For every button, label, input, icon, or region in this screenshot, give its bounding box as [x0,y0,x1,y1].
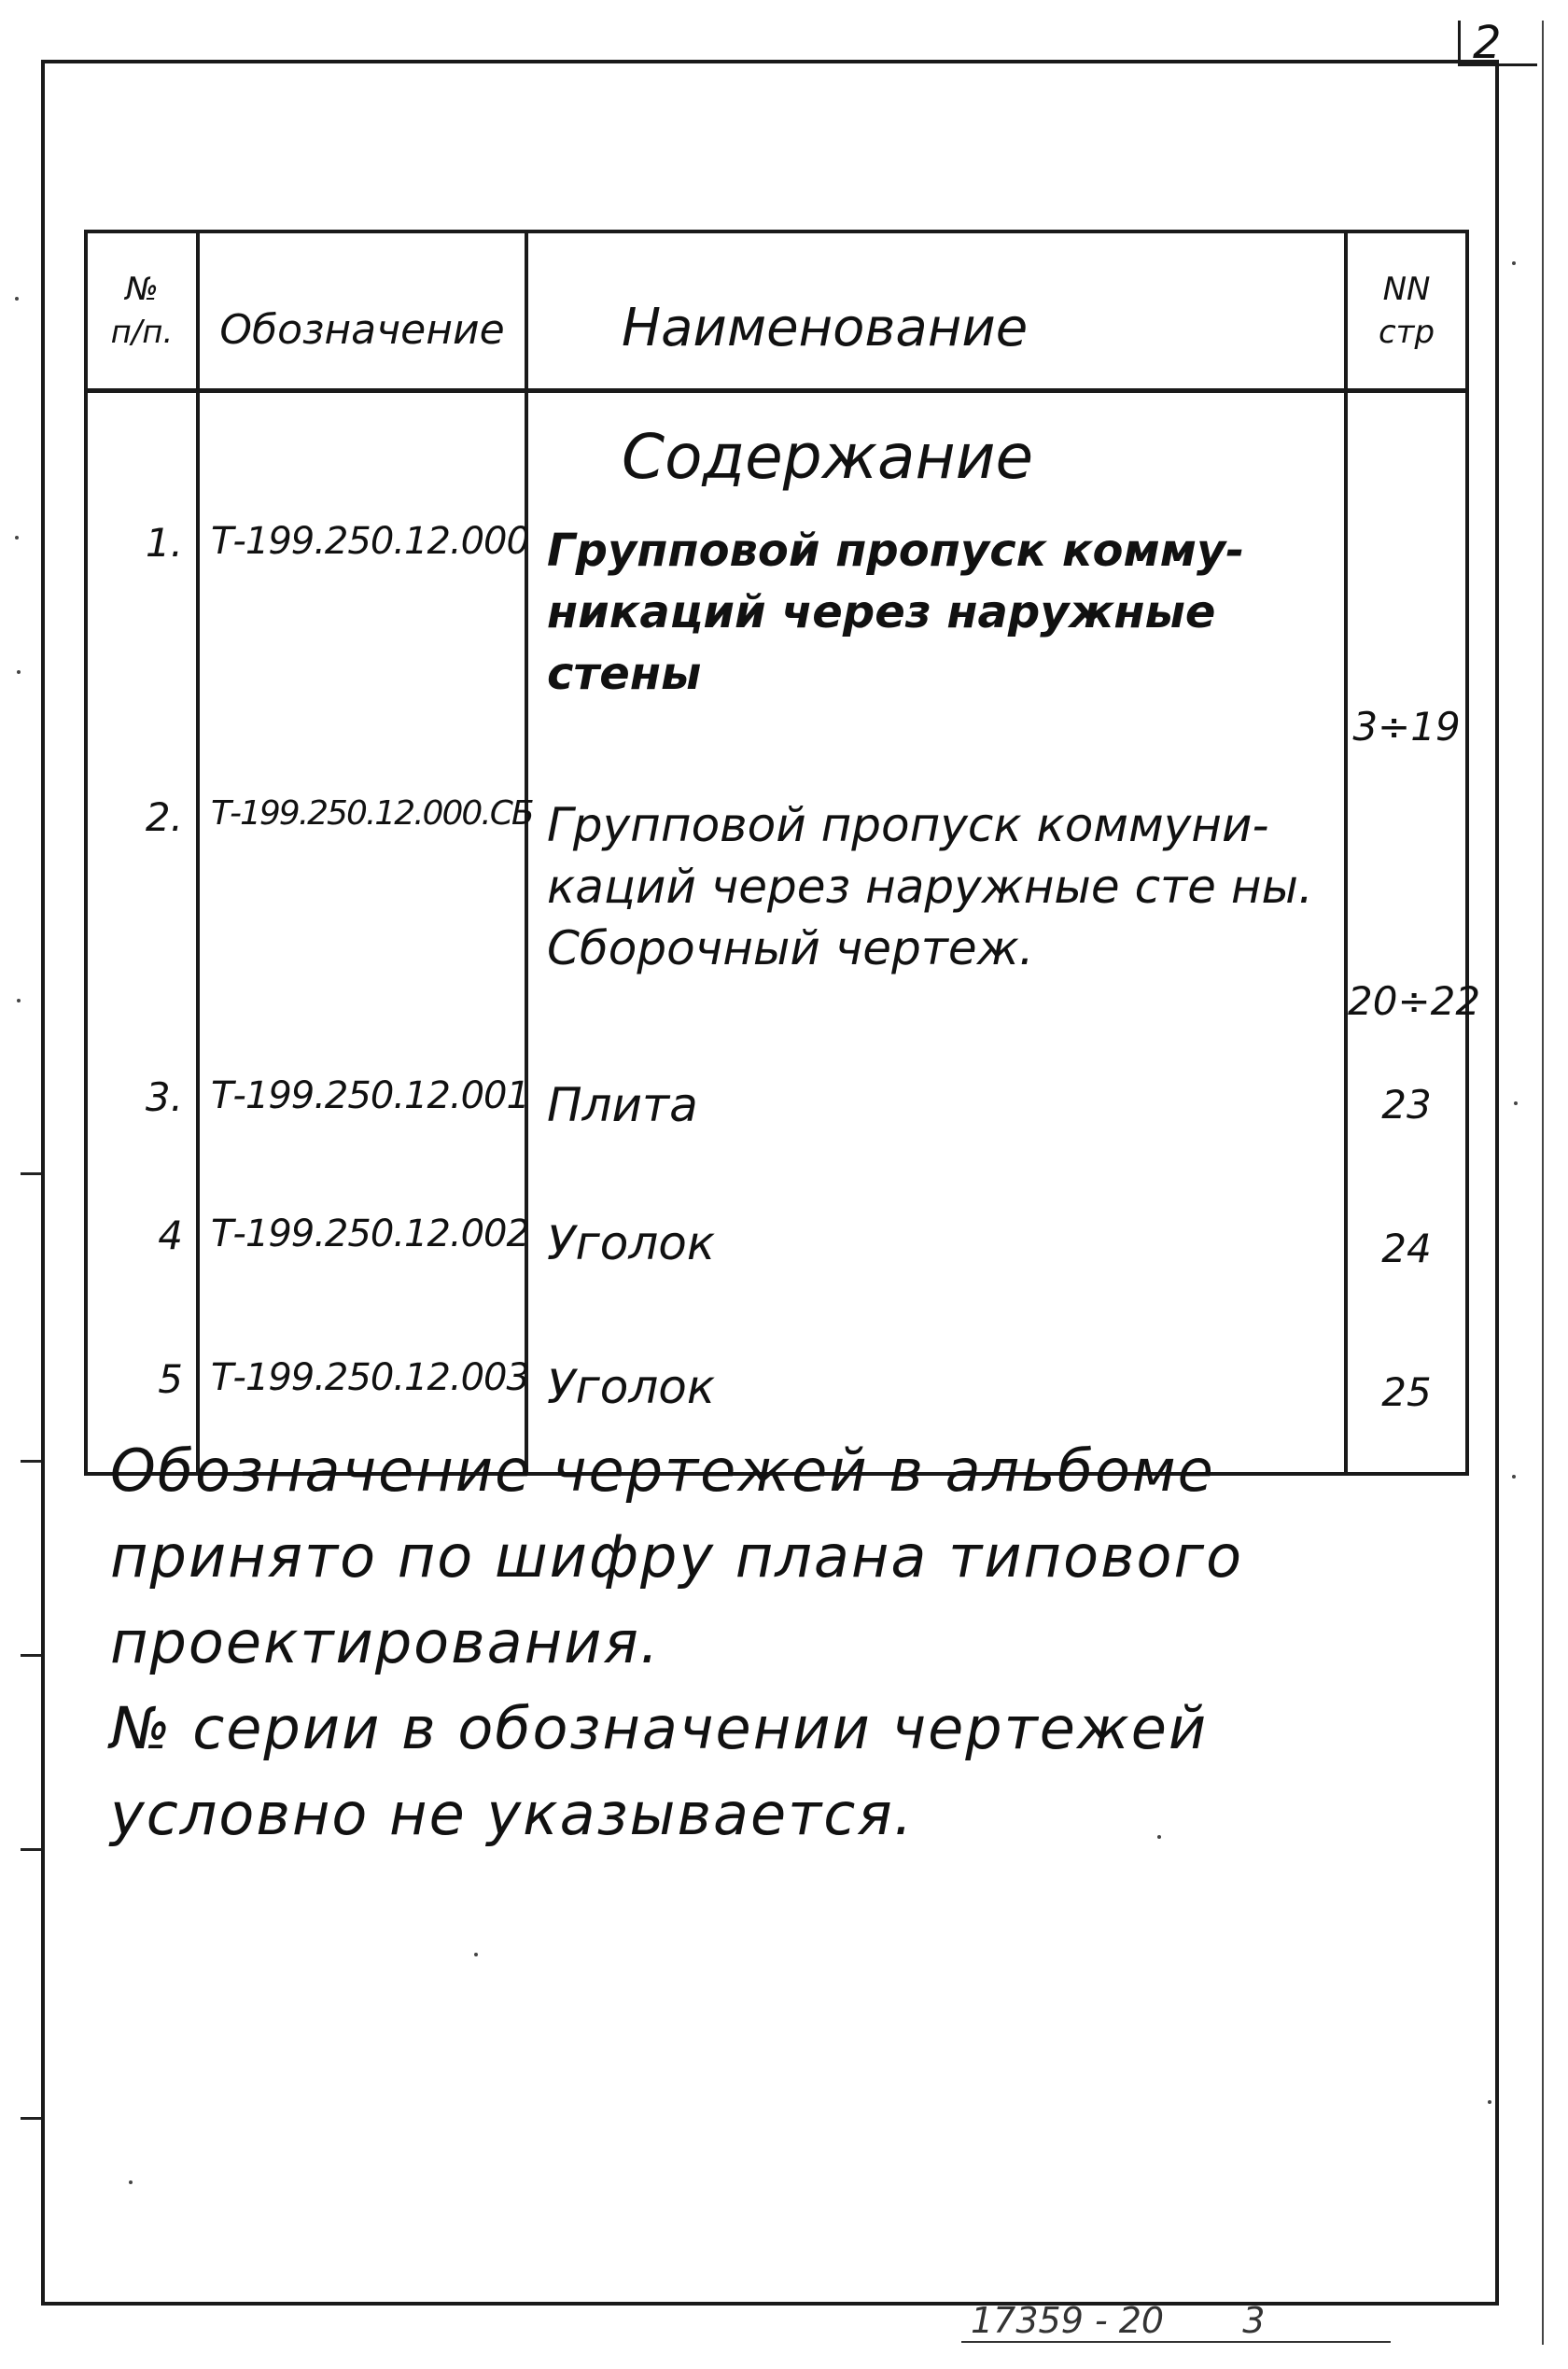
scan-speck [129,2180,133,2184]
scan-speck [17,670,21,674]
row-code: Т-199.250.12.003 [198,1345,526,1474]
row-pages: 3÷19 [1346,514,1467,783]
header-number-line2: п/п. [110,314,174,351]
row-pages: 24 [1346,1201,1467,1345]
row-name: Уголок [526,1345,1346,1474]
binding-tick [21,1654,41,1657]
table-row [86,1201,1467,1345]
header-pages-line1: NN [1382,271,1431,308]
binding-tick [21,1172,41,1175]
header-number [86,231,198,391]
row-number: 4 [86,1201,198,1345]
binding-tick [21,2117,41,2120]
table-row [86,514,1467,783]
header-pages [1346,231,1467,391]
section-title: Содержание [622,421,1034,493]
note-line: принято по шифру плана типового [110,1522,1243,1591]
header-name: Наименование [526,231,1346,391]
scan-speck [17,999,21,1002]
row-code: Т-199.250.12.002 [198,1201,526,1345]
right-edge-line [1542,21,1544,2345]
scan-speck [1514,1101,1518,1105]
scan-speck [1512,1475,1516,1479]
row-number: 5 [86,1345,198,1474]
footer-stamp [971,2300,1265,2341]
row-pages: 25 [1346,1345,1467,1474]
footer-line [961,2341,1391,2343]
row-name: Уголок [526,1201,1346,1345]
scan-speck [474,1953,478,1956]
scan-speck [1488,2100,1491,2104]
row-pages: 23 [1346,1058,1467,1201]
footer-code: 17359 - 20 [971,2300,1165,2341]
drawing-note [110,1428,1435,1857]
sheet-number: 2 [1473,17,1502,69]
binding-tick [21,1848,41,1851]
row-number: 1. [86,514,198,783]
table-row [86,1058,1467,1201]
header-pages-line2: стр [1378,314,1435,351]
scan-speck [15,536,19,540]
header-code: Обозначение [198,231,526,391]
row-code: Т-199.250.12.001 [198,1058,526,1201]
row-code: Т-199.250.12.000 [198,514,526,783]
note-line: проектирования. [110,1608,661,1676]
contents-table [84,230,1481,1476]
table-header-row [86,231,1467,391]
note-line: Обозначение чертежей в альбоме [110,1437,1215,1505]
row-number: 3. [86,1058,198,1201]
row-name: Плита [526,1058,1346,1201]
scan-speck [15,297,19,301]
row-number: 2. [86,783,198,1058]
row-name: Групповой пропуск коммуни-каций через наружные сте ны. Сборочный чертеж. [526,783,1346,1058]
row-name: Групповой пропуск комму-никаций через наружные стены [526,514,1346,783]
binding-tick [21,1460,41,1463]
table-row [86,783,1467,1058]
row-pages: 20÷22 [1346,783,1467,1058]
header-number-line1: № [125,271,159,308]
note-line: № серии в обозначении чертежей [110,1694,1209,1762]
section-title-row [86,391,1467,515]
row-code: Т-199.250.12.000.СБ [198,783,526,1058]
scan-speck [1512,261,1516,265]
footer-page-number: 3 [1242,2300,1266,2341]
note-line: условно не указывается. [110,1780,915,1848]
